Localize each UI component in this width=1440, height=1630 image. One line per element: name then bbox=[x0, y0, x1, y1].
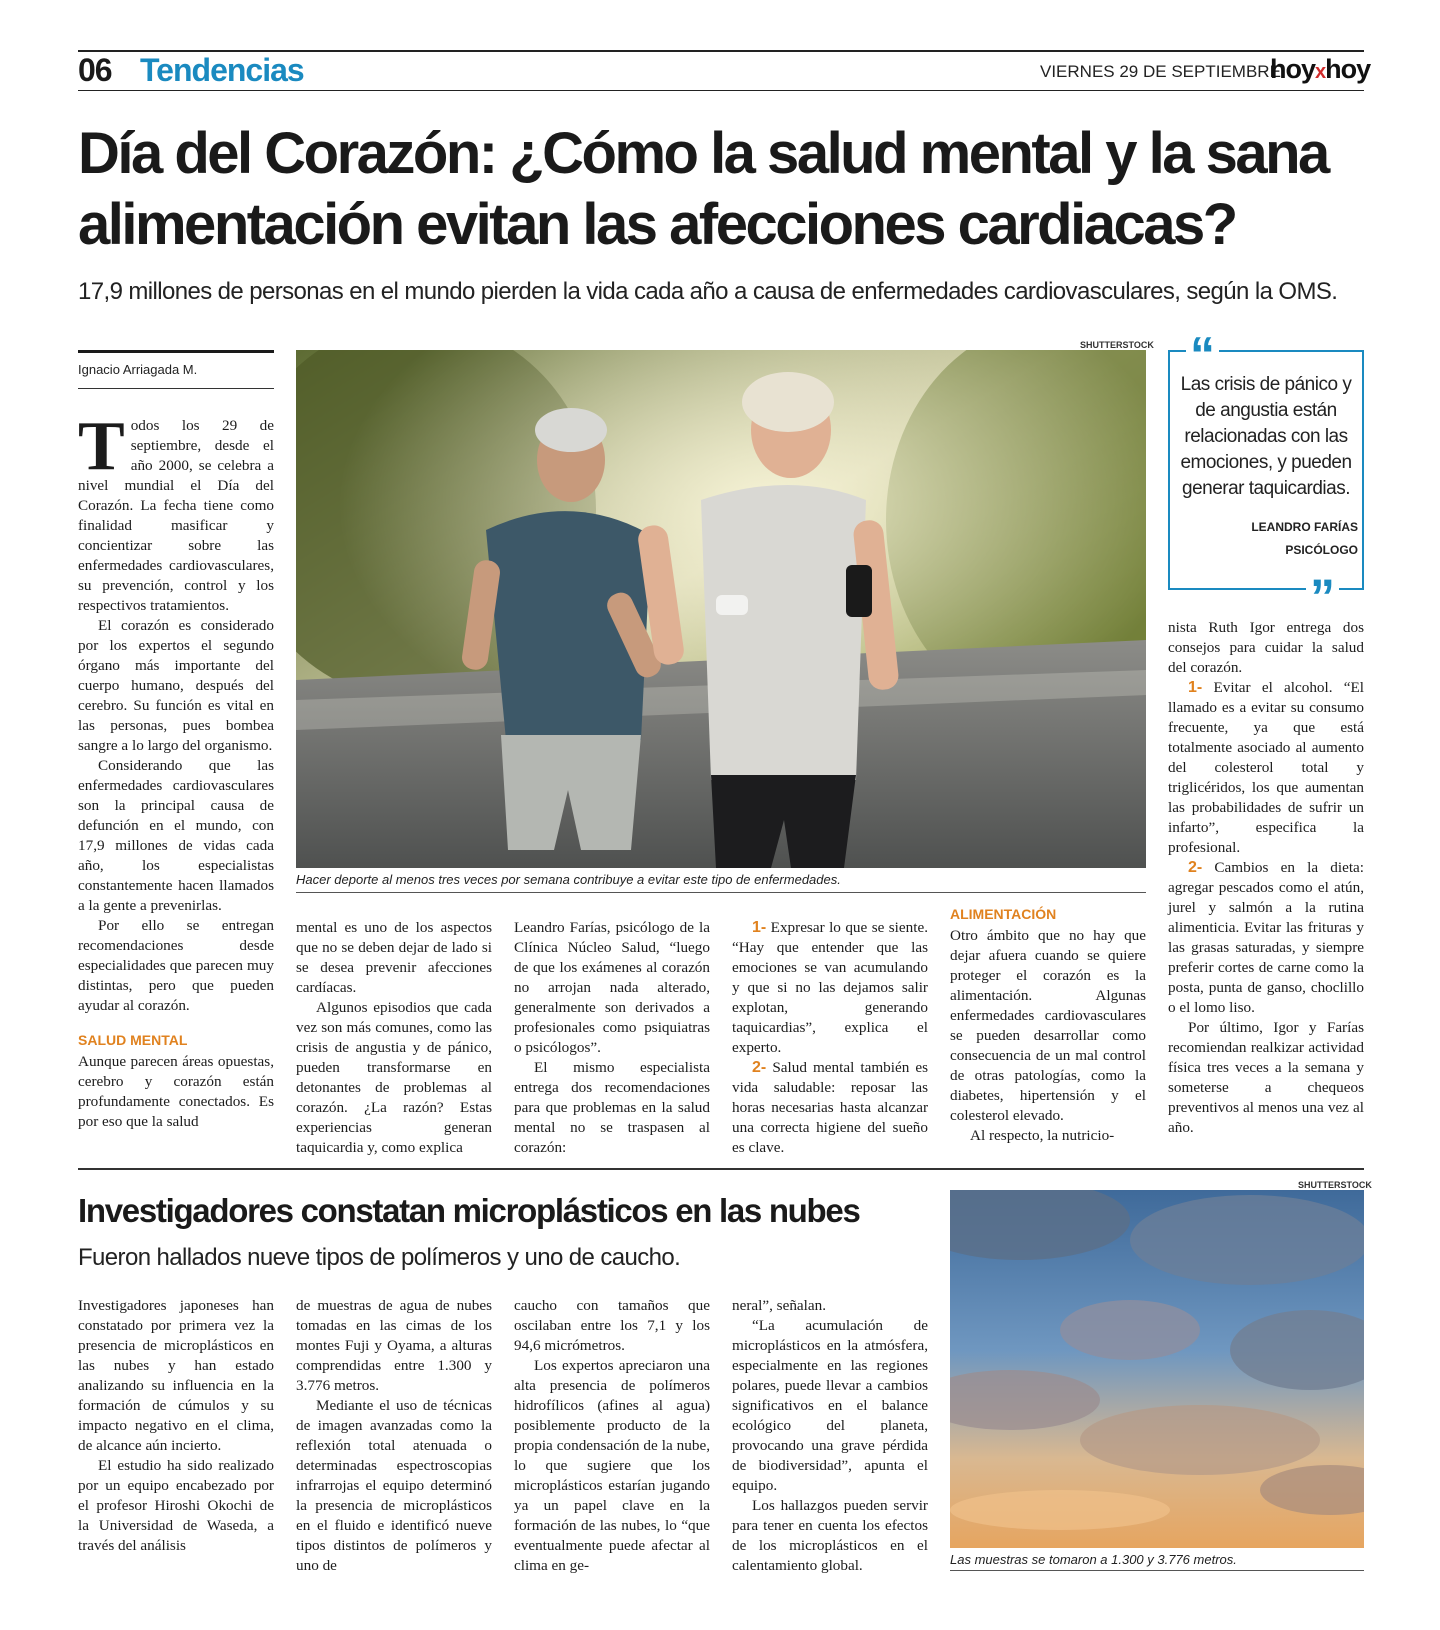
article2-headline: Investigadores constatan microplásticos en las nubes bbox=[78, 1192, 860, 1229]
article1-col3-p2: El mismo especialista entrega dos recomendaciones para que problemas en la salud mental no se traspasen al corazón: bbox=[514, 1059, 710, 1156]
article1-col4-p2 bbox=[732, 1058, 928, 1158]
article1-col6-p2-text: Evitar el alcohol. “El llamado es a evitar su consumo frecuente, ya que está totalmente asociado al aumento del colesterol total y triglicéridos, los que aumentan las probabilidades de sufrir un infarto”, especifica la profesional. bbox=[1168, 679, 1365, 856]
article2-deck: Fueron hallados nueve tipos de polímeros y uno de caucho. bbox=[78, 1244, 681, 1271]
pull-quote-text: Las crisis de pánico y de angustia están relacionadas con las emociones, y pueden generar taquicardias. bbox=[1180, 374, 1352, 499]
article1-col1-p4: Por ello se entregan recomendaciones desde especialidades que parecen muy distintas, pero que pueden ayudar al corazón. bbox=[78, 917, 274, 1014]
article2-column-1 bbox=[78, 1296, 274, 1556]
article-divider bbox=[78, 1168, 1364, 1170]
article1-col1-p2: El corazón es considerado por los expertos el segundo órgano más importante del cuerpo humano, después del cerebro. Su función es vital en las personas, pues bombea sangre a lo largo del organismo. bbox=[78, 617, 274, 754]
article1-col6-p3 bbox=[1168, 858, 1364, 1018]
header-bottom-rule bbox=[78, 90, 1364, 91]
photo2-credit: SHUTTERSTOCK bbox=[1298, 1180, 1372, 1190]
pull-quote-attribution bbox=[1251, 516, 1358, 562]
list-number-2: 2- bbox=[1188, 859, 1203, 876]
byline: Ignacio Arriagada M. bbox=[78, 362, 198, 377]
article1-col1-p3: Considerando que las enfermedades cardiovasculares son la principal causa de defunción en el mundo, con 17,9 millones de vidas cada año, los especialistas constantemente hacen llamados a la gente a prevenirlas. bbox=[78, 757, 274, 914]
article2-col4-p2: “La acumulación de microplásticos en la atmósfera, especialmente en las regiones polares, puede llevar a cambios significativos en el balance ecológico del planeta, provocando una grave pérdida de biodiversidad”, apunta el equipo. bbox=[732, 1317, 928, 1494]
article1-col5-p2: Al respecto, la nutricio- bbox=[970, 1127, 1115, 1144]
list-number-1: 1- bbox=[752, 919, 767, 936]
photo2-caption: Las muestras se tomaron a 1.300 y 3.776 metros. bbox=[950, 1552, 1237, 1567]
article1-column-4 bbox=[732, 918, 928, 1158]
article2-col1-p2: El estudio ha sido realizado por un equipo encabezado por el profesor Hiroshi Okochi de la Universidad de Waseda, a través del análisis bbox=[78, 1457, 274, 1554]
article2-column-4 bbox=[732, 1296, 928, 1576]
brand-logo-right: hoy bbox=[1325, 54, 1371, 84]
article2-column-3 bbox=[514, 1296, 710, 1576]
article1-col2-p2: Algunos episodios que cada vez son más comunes, como las crisis de angustia y de pánico, pueden transformarse en detonantes de problemas al corazón. ¿La razón? Estas experiencias generan taquicardia y, como explica bbox=[296, 999, 492, 1156]
article1-col5-p1: Otro ámbito que no hay que dejar afuera cuando se quiere proteger el corazón es la alimentación. Algunas enfermedades cardiovasculares se pueden desarrollar como consecuencia de un mal control de otras patologías, como la diabetes, hipertensión y el colesterol elevado. bbox=[950, 927, 1146, 1124]
clouds-illustration bbox=[950, 1190, 1364, 1548]
article1-col3-p1: Leandro Farías, psicólogo de la Clínica Núcleo Salud, “luego de que los exámenes al corazón no arrojan nada alterado, generalmente son derivados a profesionales como psiquiatras o psicólogos”. bbox=[514, 919, 710, 1056]
article1-col4-p1 bbox=[732, 918, 928, 1058]
runners-photo[interactable] bbox=[296, 350, 1146, 868]
brand-logo-x: x bbox=[1315, 61, 1326, 83]
article1-col1-p5: Aunque parecen áreas opuestas, cerebro y corazón están profundamente conectados. Es por eso que la salud bbox=[78, 1053, 274, 1130]
article2-col1-p1: Investigadores japoneses han constatado por primera vez la presencia de microplásticos en las nubes y han estado analizando su influencia en la formación de cúmulos y su impacto negativo en el clima, de alcance aún incierto. bbox=[78, 1297, 274, 1454]
article2-col2-p2: Mediante el uso de técnicas de imagen avanzadas como la reflexión total atenuada o determinadas espectroscopias infrarrojas el equipo determinó la presencia de microplásticos en el fluido e identificó nueve tipos distintos de polímeros y uno de bbox=[296, 1397, 492, 1574]
section-name[interactable]: Tendencias bbox=[140, 52, 304, 88]
article2-col2-p1: de muestras de agua de nubes tomadas en las cimas de los montes Fuji y Oyama, a alturas comprendidas entre 1.300 y 3.776 metros. bbox=[296, 1297, 492, 1394]
page-number: 06 bbox=[78, 52, 112, 88]
article2-col3-p1: caucho con tamaños que oscilaban entre los 7,1 y los 94,6 micrómetros. bbox=[514, 1297, 710, 1354]
article1-col2-p1: mental es uno de los aspectos que no se deben dejar de lado si se desea prevenir afecciones cardíacas. bbox=[296, 919, 492, 996]
clouds-photo[interactable] bbox=[950, 1190, 1364, 1548]
close-quote-icon: ” bbox=[1306, 572, 1339, 622]
photo2-caption-rule bbox=[950, 1570, 1364, 1571]
article2-col4-p1: neral”, señalan. bbox=[732, 1297, 827, 1314]
brand-logo[interactable] bbox=[1270, 54, 1370, 85]
article1-col6-p1: nista Ruth Igor entrega dos consejos para cuidar la salud del corazón. bbox=[1168, 619, 1364, 676]
photo-caption: Hacer deporte al menos tres veces por semana contribuye a evitar este tipo de enfermedades. bbox=[296, 872, 841, 887]
article-headline: Día del Corazón: ¿Cómo la salud mental y la sana alimentación evitan las afecciones cardiacas? bbox=[78, 121, 1328, 257]
article1-col4-p2-text: Salud mental también es vida saludable: reposar las horas necesarias hasta alcanzar una correcta higiene del sueño es clave. bbox=[732, 1059, 929, 1156]
article2-col3-p2: Los expertos apreciaron una alta presencia de polímeros hidrofílicos (afines al agua) posiblemente producto de la propia condensación de la nube, lo que sugiere que los microplásticos estarían jugando ya un papel clave en la formación de las nubes, lo “que eventualmente puede afectar al clima en ge- bbox=[514, 1357, 710, 1574]
article1-col4-p1-text: Expresar lo que se siente. “Hay que entender que las emociones se van acumulando y que si no las dejamos salir explotan, generando taquicardias”, explica el experto. bbox=[732, 919, 928, 1056]
article1-col6-p4: Por último, Igor y Farías recomiendan realkizar actividad física tres veces a la semana y someterse a chequeos preventivos al menos una vez al año. bbox=[1168, 1019, 1364, 1136]
article1-column-3 bbox=[514, 918, 710, 1158]
article2-column-2 bbox=[296, 1296, 492, 1576]
brand-logo-left: hoy bbox=[1270, 54, 1316, 84]
article1-column-1 bbox=[78, 408, 274, 1132]
article1-column-6 bbox=[1168, 618, 1364, 1138]
pull-quote-name: LEANDRO FARÍAS bbox=[1251, 520, 1358, 534]
drop-cap: T bbox=[78, 408, 125, 485]
subhead-alimentacion: ALIMENTACIÓN bbox=[950, 906, 1057, 922]
runners-illustration bbox=[296, 350, 1146, 868]
list-number-1: 1- bbox=[1188, 679, 1203, 696]
open-quote-icon: “ bbox=[1186, 330, 1219, 380]
article1-col1-p1-text: odos los 29 de septiembre, desde el año 2000, se celebra a nivel mundial el Día del Corazón. La fecha tiene como finalidad masificar y concientizar sobre las enfermedades cardiovasculares, su prevención, control y los respectivos tratamientos. bbox=[78, 417, 274, 614]
article1-column-5 bbox=[950, 904, 1146, 1146]
byline-rule-bottom bbox=[78, 388, 274, 389]
article1-column-2 bbox=[296, 918, 492, 1158]
photo-credit: SHUTTERSTOCK bbox=[1080, 340, 1154, 350]
caption-rule bbox=[296, 892, 1146, 893]
article-deck: 17,9 millones de personas en el mundo pierden la vida cada año a causa de enfermedades cardiovasculares, según la OMS. bbox=[78, 278, 1338, 305]
byline-rule bbox=[78, 350, 274, 353]
pull-quote-role: PSICÓLOGO bbox=[1285, 543, 1358, 557]
article1-col6-p3-text: Cambios en la dieta: agregar pescados como el atún, jurel y salmón a la rutina alimenticia. Evitar las frituras y las grasas saturadas, y siempre preferir cortes de carne como la posta, punta de ganso, choclillo o el lomo liso. bbox=[1168, 859, 1365, 1016]
subhead-salud-mental: SALUD MENTAL bbox=[78, 1032, 188, 1048]
issue-date: VIERNES 29 DE SEPTIEMBRE bbox=[1040, 62, 1281, 81]
list-number-2: 2- bbox=[752, 1059, 767, 1076]
article2-col4-p3: Los hallazgos pueden servir para tener en cuenta los efectos de los microplásticos en el calentamiento global. bbox=[732, 1497, 928, 1574]
article1-col6-p2 bbox=[1168, 678, 1364, 858]
article1-col1-p1 bbox=[78, 408, 274, 616]
